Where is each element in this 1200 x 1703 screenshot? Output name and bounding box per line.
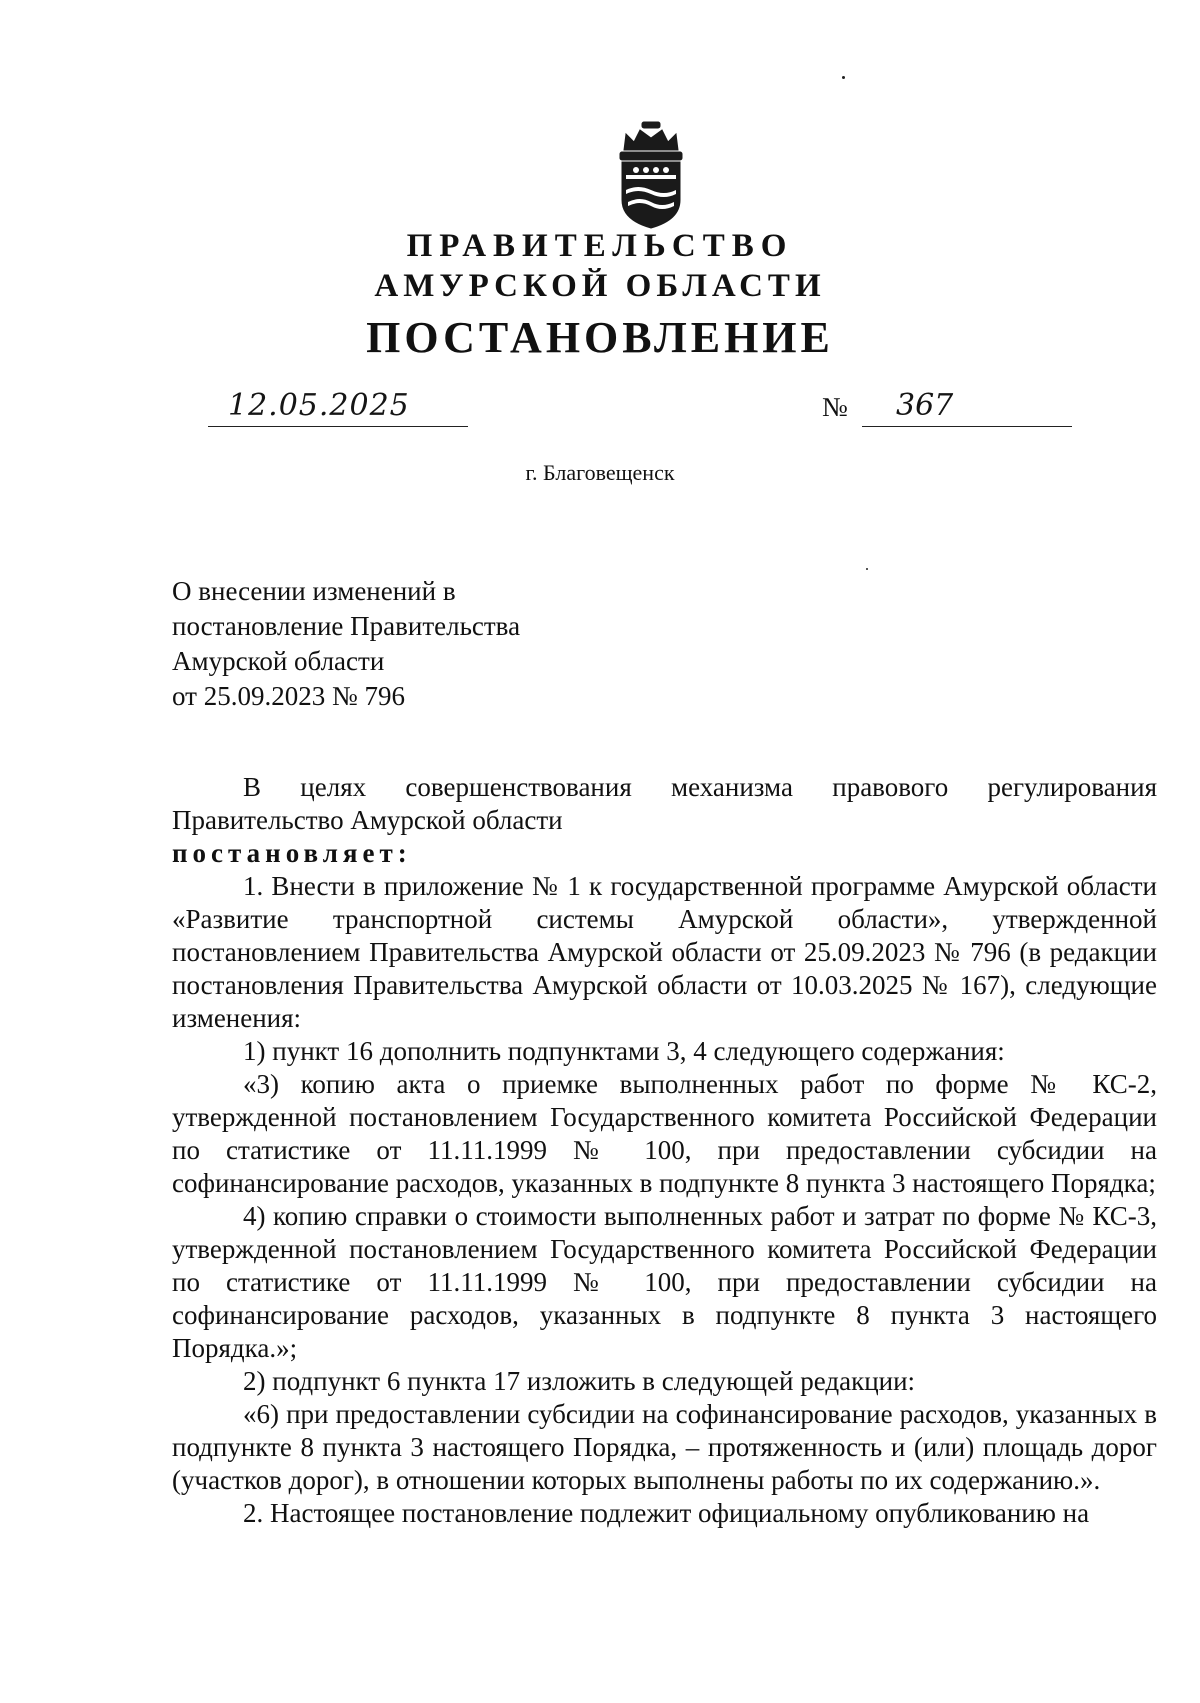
date-underline (208, 426, 468, 427)
scan-speck (866, 568, 868, 570)
number-underline (862, 426, 1072, 427)
handwritten-number: 367 (896, 388, 954, 423)
subject-line: О внесении изменений в (172, 576, 456, 606)
body-paragraph: «3) копию акта о приемке выполненных работ по форме № КС-2, утвержденной постановлением Государственного комитета Российской Федерации по статистике от 11.11.1999 № 100, при предоставлении субсидии на софинансирование расходов, указанных в подпункте 8 пункта 3 настоящего Порядка; (172, 1069, 1157, 1198)
region-title: АМУРСКОЙ ОБЛАСТИ (374, 268, 826, 304)
document-body (172, 771, 1157, 1530)
scan-speck (842, 76, 845, 79)
body-paragraph: 2) подпункт 6 пункта 17 изложить в следующей редакции: (243, 1366, 916, 1396)
body-paragraph: 2. Настоящее постановление подлежит официальному опубликованию на (243, 1498, 1090, 1528)
decree-word (172, 837, 1157, 870)
document-subject (172, 574, 520, 714)
date-field (208, 388, 468, 428)
body-paragraph: 1) пункт 16 дополнить подпунктами 3, 4 следующего содержания: (243, 1036, 1005, 1066)
preamble-paragraph: В целях совершенствования механизма правового регулирования Правительство Амурской области (172, 772, 1157, 835)
decree-word-text: постановляет: (172, 838, 412, 868)
body-paragraph: «6) при предоставлении субсидии на софинансирование расходов, указанных в подпункте 8 пункта 3 настоящего Порядка, – протяженность и (или) площадь дорог (участков дорог), в отношении которых выполнены работы по их содержанию.». (172, 1399, 1157, 1495)
city-label: г. Благовещенск (525, 460, 675, 485)
body-paragraph: 4) копию справки о стоимости выполненных работ и затрат по форме № КС-3, утвержденной постановлением Государственного комитета Российской Федерации по статистике от 11.11.1999 № 100, при предоставлении субсидии на софинансирование расходов, указанных в подпункте 8 пункта 3 настоящего Порядка.»; (172, 1201, 1157, 1363)
document-type-title: ПОСТАНОВЛЕНИЕ (366, 313, 834, 362)
government-title: ПРАВИТЕЛЬСТВО (406, 228, 794, 264)
number-field (862, 388, 1072, 428)
handwritten-date: 12.05.2025 (228, 388, 410, 423)
subject-line: постановление Правительства (172, 611, 521, 641)
body-paragraph: 1. Внести в приложение № 1 к государственной программе Амурской области «Развитие транспортной системы Амурской области», утвержденной постановлением Правительства Амурской области от 25.09.2023 № 796 (в редакции постановления Правительства Амурской области от 10.03.2025 № 167), следующие изменения: (172, 871, 1157, 1033)
subject-line: Амурской области (172, 646, 385, 676)
number-sign: № (822, 392, 848, 422)
subject-line: от 25.09.2023 № 796 (172, 681, 405, 711)
amur-oblast-coat-of-arms-icon (612, 120, 690, 230)
